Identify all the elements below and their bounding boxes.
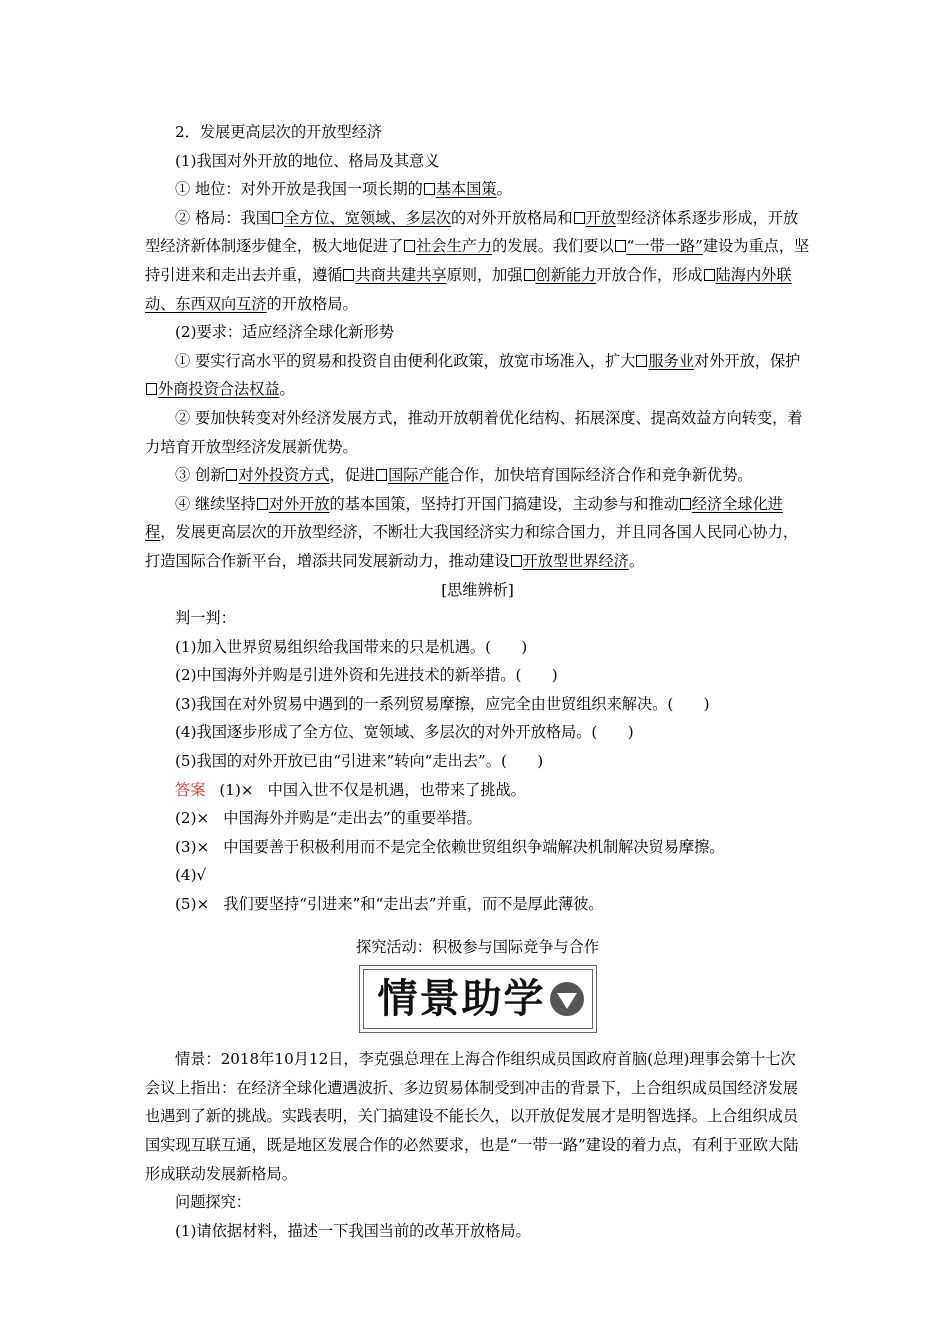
judge-item: (5)我国的对外开放已由“引进来”转向“走出去”。( ) xyxy=(175,752,544,771)
blank-answer: 经济全球化进程 xyxy=(145,494,783,542)
blank-answer: 基本国策 xyxy=(423,180,497,198)
blank-box-icon xyxy=(343,269,354,281)
paragraph-req-2: ② 要加快转变对外经济发展方式，推动开放朝着优化结构、拓展深度、提高效益方向转变，着力培育开放型经济发展新优势。 xyxy=(145,408,803,456)
document-page xyxy=(145,118,810,1245)
paragraph-req-1: ① 要实行高水平的贸易和投资自由便利化政策，放宽市场准入，扩大 服务业对外开放，保护外商投资合法权益。 xyxy=(145,347,810,404)
activity-title: 探究活动：积极参与国际竞争与合作 xyxy=(356,937,599,956)
blank-answer: 开放型世界经济 xyxy=(510,552,629,570)
paragraph-status: ① 地位：对外开放是我国一项长期的 基本国策。 xyxy=(175,180,512,199)
judge-item: (1)加入世界贸易组织给我国带来的只是机遇。( ) xyxy=(175,637,528,656)
answer-row: (5)× 我们要坚持“引进来”和“走出去”并重，而不是厚此薄彼。 xyxy=(175,895,604,914)
blank-box-icon xyxy=(376,469,387,481)
blank-answer: 全方位、宽领域、多层次 xyxy=(271,209,451,227)
down-triangle-circle-icon xyxy=(550,982,584,1016)
subheading-requirements: (2)要求：适应经济全球化新形势 xyxy=(175,323,394,342)
question-item: (1)请依据材料，描述一下我国当前的改革开放格局。 xyxy=(175,1221,531,1240)
blank-answer: 对外开放 xyxy=(256,495,330,513)
judge-item: (3)我国在对外贸易中遇到的一系列贸易摩擦，应完全由世贸组织来解决。( ) xyxy=(175,694,710,713)
blank-box-icon xyxy=(424,183,435,195)
blank-box-icon xyxy=(524,269,535,281)
answer-row: 答案 (1)× 中国入世不仅是机遇，也带来了挑战。 xyxy=(175,780,526,799)
blank-box-icon xyxy=(704,269,715,281)
thinking-title: [思维辨析] xyxy=(441,580,514,599)
scenario-banner xyxy=(145,965,810,1045)
blank-box-icon xyxy=(146,383,157,395)
blank-box-icon xyxy=(574,212,585,224)
blank-box-icon xyxy=(615,240,626,252)
paragraph-req-4: ④ 继续坚持 对外开放的基本国策，坚持打开国门搞建设，主动参与和推动 经济全球化进程，发展更高层次的开放型经济，不断壮大我国经济实力和综合国力，并且同各国人民同心协力，打造国际合作新平台，增添共同发展新动力，推动建设 开放型世界经济。 xyxy=(145,494,799,570)
blank-answer: 国际产能 xyxy=(375,466,449,484)
blank-box-icon xyxy=(257,498,268,510)
blank-box-icon xyxy=(636,355,647,367)
answer-row: (2)× 中国海外并购是“走出去”的重要举措。 xyxy=(175,809,482,828)
blank-box-icon xyxy=(680,498,691,510)
subheading-status: (1)我国对外开放的地位、格局及其意义 xyxy=(175,151,440,170)
blank-box-icon xyxy=(272,212,283,224)
blank-answer: “一带一路” xyxy=(614,237,703,255)
blank-box-icon xyxy=(226,469,237,481)
blank-answer: 共商共建共享 xyxy=(342,266,446,284)
blank-answer: 社会生产力 xyxy=(403,237,492,255)
blank-answer: 开放 xyxy=(573,209,616,227)
blank-answer: 外商投资合法权益 xyxy=(145,380,280,398)
blank-answer: 创新能力 xyxy=(523,266,597,284)
paragraph-pattern: ② 格局：我国 全方位、宽领域、多层次的对外开放格局和 开放型经济体系逐步形成，开放型经济新体制逐步健全，极大地促进了 社会生产力的发展。我们要以 “一带一路”建设为重点，坚持引进来和走出去并重，遵循 共商共建共享原则，加强 创新能力开放合作，形成 陆海内外联动、东西双向互济的开放格局。 xyxy=(145,208,810,313)
judge-item: (4)我国逐步形成了全方位、宽领域、多层次的对外开放格局。( ) xyxy=(175,723,634,742)
answer-row: (3)× 中国要善于积极利用而不是完全依赖世贸组织争端解决机制解决贸易摩擦。 xyxy=(175,837,725,856)
blank-box-icon xyxy=(511,555,522,567)
section-heading: 2．发展更高层次的开放型经济 xyxy=(175,123,383,141)
blank-answer: 陆海内外联动、东西双向互济 xyxy=(145,265,792,313)
answer-row: (4)√ xyxy=(175,866,207,885)
answer-label: 答案 xyxy=(175,780,206,799)
question-intro: 问题探究： xyxy=(175,1193,251,1212)
judge-item: (2)中国海外并购是引进外资和先进技术的新举措。( ) xyxy=(175,666,558,685)
blank-box-icon xyxy=(404,240,415,252)
scenario-paragraph: 情景：2018年10月12日，李克强总理在上海合作组织成员国政府首脑(总理)理事会第十七次会议上指出：在经济全球化遭遇波折、多边贸易体制受到冲击的背景下，上合组织成员国经济发展也遇到了新的挑战。实践表明，关门搞建设不能长久，以开放促发展才是明智选择。上合组织成员国实现互联互通，既是地区发展合作的必然要求，也是“一带一路”建设的着力点，有利于亚欧大陆形成联动发展新格局。 xyxy=(145,1050,799,1183)
blank-answer: 服务业 xyxy=(635,352,694,370)
blank-answer: 对外投资方式 xyxy=(225,466,329,484)
banner-title: 情景助学 xyxy=(377,975,546,1022)
paragraph-req-3: ③ 创新 对外投资方式，促进 国际产能合作，加快培育国际经济合作和竞争新优势。 xyxy=(175,466,753,485)
thinking-intro: 判一判： xyxy=(175,609,236,628)
